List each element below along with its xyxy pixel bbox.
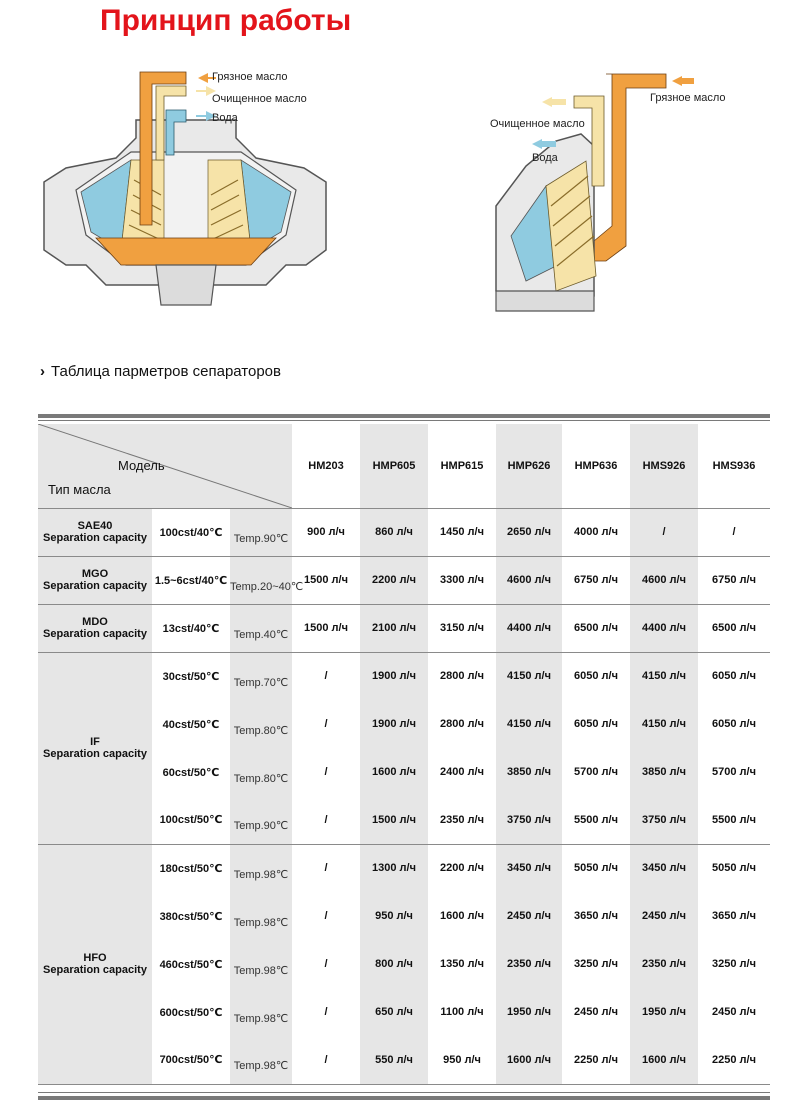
table-header-row (38, 424, 770, 508)
model-header-cell: HMP615 (428, 424, 496, 508)
capacity-cell: 2800 л/ч (440, 718, 484, 730)
separator-half-section-illustration (486, 66, 786, 316)
capacity-cell: 2200 л/ч (360, 556, 428, 604)
capacity-cell: 3250 л/ч (574, 958, 618, 970)
table-bottom-rule (38, 1096, 770, 1100)
capacity-cell: 1600 л/ч (360, 748, 428, 796)
capacity-cell: 950 л/ч (428, 1036, 496, 1084)
model-header-cell: HMP626 (496, 424, 562, 508)
capacity-cell: / (324, 862, 328, 875)
table-row (38, 652, 770, 700)
capacity-cell: 3250 л/ч (712, 958, 756, 970)
viscosity-cell: 460cst/50℃ (159, 958, 223, 971)
capacity-cell: 1950 л/ч (630, 988, 698, 1036)
oil-type-name: SAE40 (77, 519, 113, 532)
capacity-cell: 2400 л/ч (440, 766, 484, 778)
separator-diagram-left (36, 60, 336, 310)
capacity-cell: 1100 л/ч (440, 1006, 484, 1018)
capacity-cell: / (324, 958, 328, 970)
capacity-cell: 6050 л/ч (574, 670, 618, 683)
temperature-cell: Temp.80℃ (230, 700, 292, 748)
table-row (38, 844, 770, 892)
capacity-cell: 5050 л/ч (712, 862, 756, 875)
oil-type-sub: Separation capacity (43, 964, 147, 976)
capacity-cell: 6750 л/ч (698, 556, 770, 604)
viscosity-cell: 40cst/50℃ (162, 718, 220, 731)
table-row (38, 508, 770, 556)
capacity-cell: 550 л/ч (360, 1036, 428, 1084)
capacity-cell: 6750 л/ч (562, 556, 630, 604)
capacity-cell: 2800 л/ч (440, 670, 484, 683)
capacity-cell: 1600 л/ч (630, 1036, 698, 1084)
viscosity-cell: 700cst/50℃ (152, 1036, 230, 1084)
label-clean-oil: Очищенное масло (212, 93, 307, 105)
capacity-cell: 3650 л/ч (712, 910, 756, 922)
capacity-cell: 3150 л/ч (428, 604, 496, 652)
capacity-cell: 4400 л/ч (630, 604, 698, 652)
capacity-cell: 4150 л/ч (630, 652, 698, 700)
label-clean-oil-right: Очищенное масло (490, 118, 585, 130)
temperature-cell: Temp.20~40℃ (230, 556, 292, 604)
section-title (40, 363, 281, 380)
temperature-cell: Temp.98℃ (230, 940, 292, 988)
capacity-cell: / (292, 1036, 360, 1084)
model-header-cell: HMS936 (698, 424, 770, 508)
viscosity-cell: 60cst/50℃ (162, 766, 220, 779)
capacity-cell: 6050 л/ч (574, 718, 618, 730)
capacity-cell: 6500 л/ч (562, 604, 630, 652)
capacity-cell: 2250 л/ч (698, 1036, 770, 1084)
chevron-right-icon: › (40, 363, 45, 380)
temperature-cell: Temp.40℃ (230, 604, 292, 652)
capacity-cell: 5700 л/ч (574, 766, 618, 778)
capacity-cell: 650 л/ч (360, 988, 428, 1036)
capacity-cell: 1900 л/ч (360, 652, 428, 700)
model-header-cell: HMP605 (360, 424, 428, 508)
capacity-cell: / (630, 508, 698, 556)
oil-type-sub: Separation capacity (43, 532, 147, 544)
table-row (38, 604, 770, 652)
viscosity-cell: 380cst/50℃ (159, 910, 223, 923)
capacity-cell: / (292, 796, 360, 844)
capacity-cell: 1900 л/ч (360, 700, 428, 748)
label-dirty-oil-right: Грязное масло (650, 92, 726, 104)
capacity-cell: 2450 л/ч (496, 892, 562, 940)
capacity-cell: 1950 л/ч (496, 988, 562, 1036)
capacity-cell: 5700 л/ч (712, 766, 756, 778)
capacity-cell: 2650 л/ч (496, 508, 562, 556)
capacity-cell: 6050 л/ч (712, 718, 756, 730)
capacity-cell: 2450 л/ч (630, 892, 698, 940)
capacity-cell: 2350 л/ч (630, 940, 698, 988)
capacity-cell: 2250 л/ч (562, 1036, 630, 1084)
temperature-cell: Temp.70℃ (230, 652, 292, 700)
capacity-cell: 6050 л/ч (712, 670, 756, 683)
oil-type-sub: Separation capacity (43, 628, 147, 640)
temperature-cell: Temp.90℃ (230, 796, 292, 844)
separator-params-table (38, 424, 770, 1085)
capacity-cell: 3850 л/ч (630, 748, 698, 796)
capacity-cell: 950 л/ч (360, 892, 428, 940)
capacity-cell: 2100 л/ч (360, 604, 428, 652)
capacity-cell: 4600 л/ч (630, 556, 698, 604)
capacity-cell: 6500 л/ч (698, 604, 770, 652)
capacity-cell: 5500 л/ч (562, 796, 630, 844)
viscosity-cell: 30cst/50℃ (162, 670, 220, 683)
oil-type-sub: Separation capacity (43, 580, 147, 592)
capacity-cell: 4600 л/ч (496, 556, 562, 604)
separator-diagram-right (486, 66, 786, 316)
capacity-cell: 3750 л/ч (630, 796, 698, 844)
table-bottom-rule-thin (38, 1092, 770, 1093)
corner-model-label: Модель (118, 458, 165, 473)
temperature-cell: Temp.98℃ (230, 892, 292, 940)
temperature-cell: Temp.98℃ (230, 844, 292, 892)
capacity-cell: 4150 л/ч (496, 652, 562, 700)
capacity-cell: / (324, 1006, 328, 1018)
oil-type-cell (38, 844, 152, 1084)
capacity-cell: / (324, 670, 328, 683)
capacity-cell: 4150 л/ч (630, 700, 698, 748)
oil-type-sub: Separation capacity (43, 748, 147, 760)
capacity-cell: 3650 л/ч (574, 910, 618, 922)
capacity-cell: / (324, 718, 328, 730)
capacity-cell: 900 л/ч (292, 508, 360, 556)
temperature-cell: Temp.80℃ (230, 748, 292, 796)
capacity-cell: 5500 л/ч (698, 796, 770, 844)
viscosity-cell: 180cst/50℃ (159, 862, 223, 875)
capacity-cell: 4150 л/ч (496, 700, 562, 748)
viscosity-cell: 1.5~6cst/40℃ (152, 556, 230, 604)
capacity-cell: 4400 л/ч (496, 604, 562, 652)
capacity-cell: 1500 л/ч (360, 796, 428, 844)
capacity-cell: 4000 л/ч (562, 508, 630, 556)
viscosity-cell: 100cst/40℃ (152, 508, 230, 556)
table-top-rule-thin (38, 420, 770, 421)
capacity-cell: 3450 л/ч (496, 844, 562, 892)
capacity-cell: / (324, 766, 328, 778)
oil-type-name: MDO (82, 615, 108, 628)
temperature-cell: Temp.90℃ (230, 508, 292, 556)
capacity-cell: 5050 л/ч (574, 862, 618, 875)
capacity-cell: 2450 л/ч (574, 1006, 618, 1018)
table-corner-cell (38, 424, 292, 508)
capacity-cell: 1450 л/ч (428, 508, 496, 556)
oil-type-cell (38, 508, 152, 556)
capacity-cell: 3750 л/ч (496, 796, 562, 844)
capacity-cell: 1600 л/ч (440, 910, 484, 922)
model-header-cell: HMP636 (562, 424, 630, 508)
viscosity-cell: 600cst/50℃ (159, 1006, 223, 1019)
model-header-cell: HMS926 (630, 424, 698, 508)
table-row (38, 556, 770, 604)
label-dirty-oil: Грязное масло (212, 71, 288, 83)
capacity-cell: 2350 л/ч (428, 796, 496, 844)
oil-type-cell (38, 652, 152, 844)
temperature-cell: Temp.98℃ (230, 1036, 292, 1084)
table-top-rule (38, 414, 770, 418)
capacity-cell: 800 л/ч (360, 940, 428, 988)
capacity-cell: 2200 л/ч (440, 862, 484, 875)
capacity-cell: / (324, 910, 328, 922)
oil-type-name: HFO (83, 951, 107, 964)
oil-type-cell (38, 556, 152, 604)
oil-type-name: IF (90, 735, 100, 748)
capacity-cell: 2350 л/ч (496, 940, 562, 988)
model-header-cell: HM203 (292, 424, 360, 508)
label-water: Вода (212, 112, 238, 124)
capacity-cell: 1500 л/ч (292, 604, 360, 652)
capacity-cell: 1500 л/ч (292, 556, 360, 604)
viscosity-cell: 13cst/40℃ (152, 604, 230, 652)
capacity-cell: 1350 л/ч (440, 958, 484, 970)
capacity-cell: / (698, 508, 770, 556)
viscosity-cell: 100cst/50℃ (152, 796, 230, 844)
temperature-cell: Temp.98℃ (230, 988, 292, 1036)
label-water-right: Вода (532, 152, 558, 164)
capacity-cell: 1600 л/ч (496, 1036, 562, 1084)
capacity-cell: 1300 л/ч (360, 844, 428, 892)
capacity-cell: 860 л/ч (360, 508, 428, 556)
oil-type-cell (38, 604, 152, 652)
capacity-cell: 3300 л/ч (428, 556, 496, 604)
oil-type-name: MGO (81, 567, 109, 580)
section-title-text: Таблица парметров сепараторов (51, 363, 281, 380)
corner-oil-type-label: Тип масла (48, 482, 111, 497)
capacity-cell: 2450 л/ч (712, 1006, 756, 1018)
capacity-cell: 3450 л/ч (630, 844, 698, 892)
capacity-cell: 3850 л/ч (496, 748, 562, 796)
page-title: Принцип работы (100, 4, 352, 37)
